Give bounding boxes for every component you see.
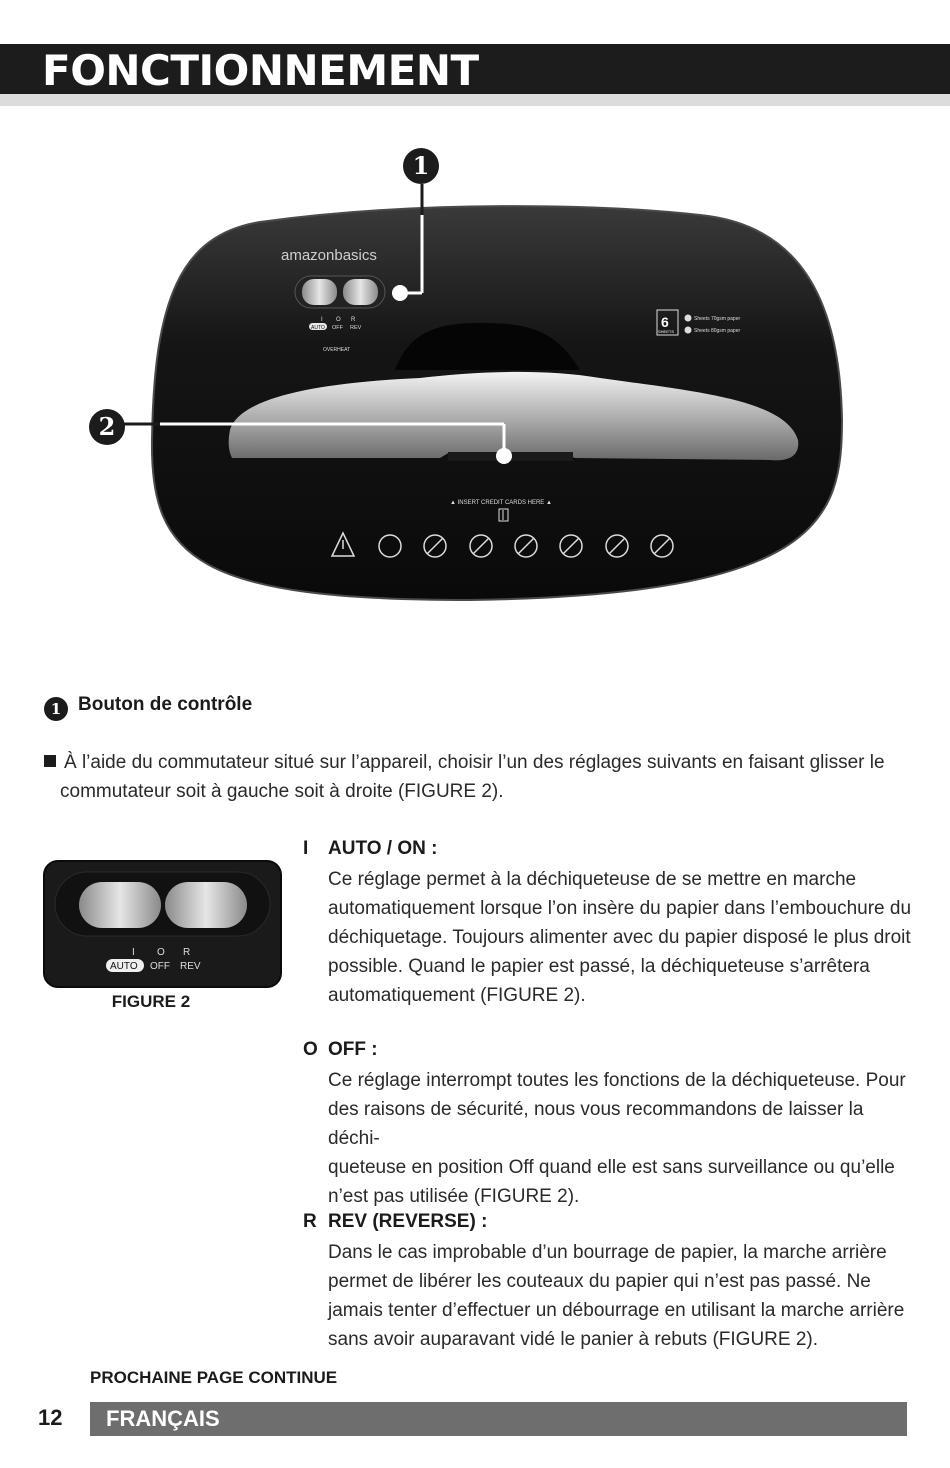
mode-heading [303,836,913,862]
mode-off [303,1037,913,1211]
page-title: FONCTIONNEMENT [42,46,479,95]
mode-letter: R [303,1211,317,1232]
mode-line: queteuse en position Off quand elle est sans surveillance ou qu’elle [328,1157,895,1178]
mode-heading [303,1209,913,1235]
fig2-mode-off: OFF [150,961,170,972]
bullet-square-icon [44,755,56,767]
switch-label-r: R [351,317,356,323]
switch-label-o: O [336,317,341,323]
intro-line-1: À l’aide du commutateur situé sur l’appareil, choisir l’un des réglages suivants en faisant glisser le [64,752,885,773]
mode-line: automatiquement (FIGURE 2). [328,985,586,1006]
fig2-label-r: R [183,947,191,958]
mode-line: n’est pas utilisée (FIGURE 2). [328,1186,580,1207]
mode-letter: I [303,838,309,859]
page-number: 12 [38,1405,63,1430]
mode-line: possible. Quand le papier est passé, la déchiqueteuse s’arrêtera [328,956,870,977]
mode-line: Dans le cas improbable d’un bourrage de papier, la marche arrière [328,1242,887,1263]
mode-line: déchiquetage. Toujours alimenter avec du papier disposé le plus droit [328,927,911,948]
overheat-label: OVERHEAT [323,347,351,353]
switch-mode-rev: REV [350,325,362,331]
mode-description [303,865,913,1010]
figure-2-switch-closeup [43,860,282,988]
mode-title: OFF : [328,1039,378,1060]
language-label: FRANÇAIS [106,1406,220,1431]
shredder-top-illustration [0,140,950,620]
mode-title: AUTO / ON : [328,838,438,859]
mode-line: Ce réglage interrompt toutes les fonctions de la déchiqueteuse. Pour [328,1070,906,1091]
mode-line: permet de libérer les couteaux du papier qui n’est pas passé. Ne [328,1271,871,1292]
fig2-mode-rev: REV [180,961,201,972]
fig2-label-o: O [157,947,165,958]
fig2-label-i: I [132,947,135,958]
mode-description [303,1238,913,1354]
mode-description [303,1066,913,1211]
section-heading [44,692,252,721]
figure-2-caption: FIGURE 2 [111,992,191,1011]
mode-line: automatiquement lorsque l’on insère du papier dans l’embouchure du [328,898,912,919]
mode-title: REV (REVERSE) : [328,1211,488,1232]
switch-mode-off: OFF [332,325,343,331]
intro-paragraph [44,748,914,806]
mode-line: jamais tenter d’effectuer un débourrage en utilisant la marche arrière [328,1300,905,1321]
callout-1-badge: 1 [403,148,439,184]
mode-line: Ce réglage permet à la déchiqueteuse de se mettre en marche [328,869,857,890]
capacity-line-1: Sheets 70gsm paper [694,316,741,322]
intro-line-2: commutateur soit à gauche soit à droite (FIGURE 2). [60,781,504,802]
switch-mode-auto: AUTO [311,325,325,331]
fig2-mode-auto: AUTO [110,961,138,972]
switch-label-i: I [321,317,323,323]
mode-auto-on [303,836,913,1010]
mode-heading [303,1037,913,1063]
section-number-badge: 1 [44,697,68,721]
capacity-unit: SHEETS [658,329,675,334]
mode-rev-reverse [303,1209,913,1354]
brand-logo: amazonbasics [281,247,377,264]
mode-line: sans avoir auparavant vidé le panier à rebuts (FIGURE 2). [328,1329,819,1350]
next-page-notice: PROCHAINE PAGE CONTINUE [90,1368,338,1387]
mode-line: des raisons de sécurité, nous vous recommandons de laisser la déchi- [328,1099,864,1149]
capacity-line-2: Sheets 80gsm paper [694,328,741,334]
mode-letter: O [303,1039,318,1060]
section-title: Bouton de contrôle [78,694,253,715]
card-slot-label: ▲ INSERT CREDIT CARDS HERE ▲ [450,500,552,506]
capacity-number: 6 [661,314,669,330]
callout-2-badge: 2 [89,409,125,445]
